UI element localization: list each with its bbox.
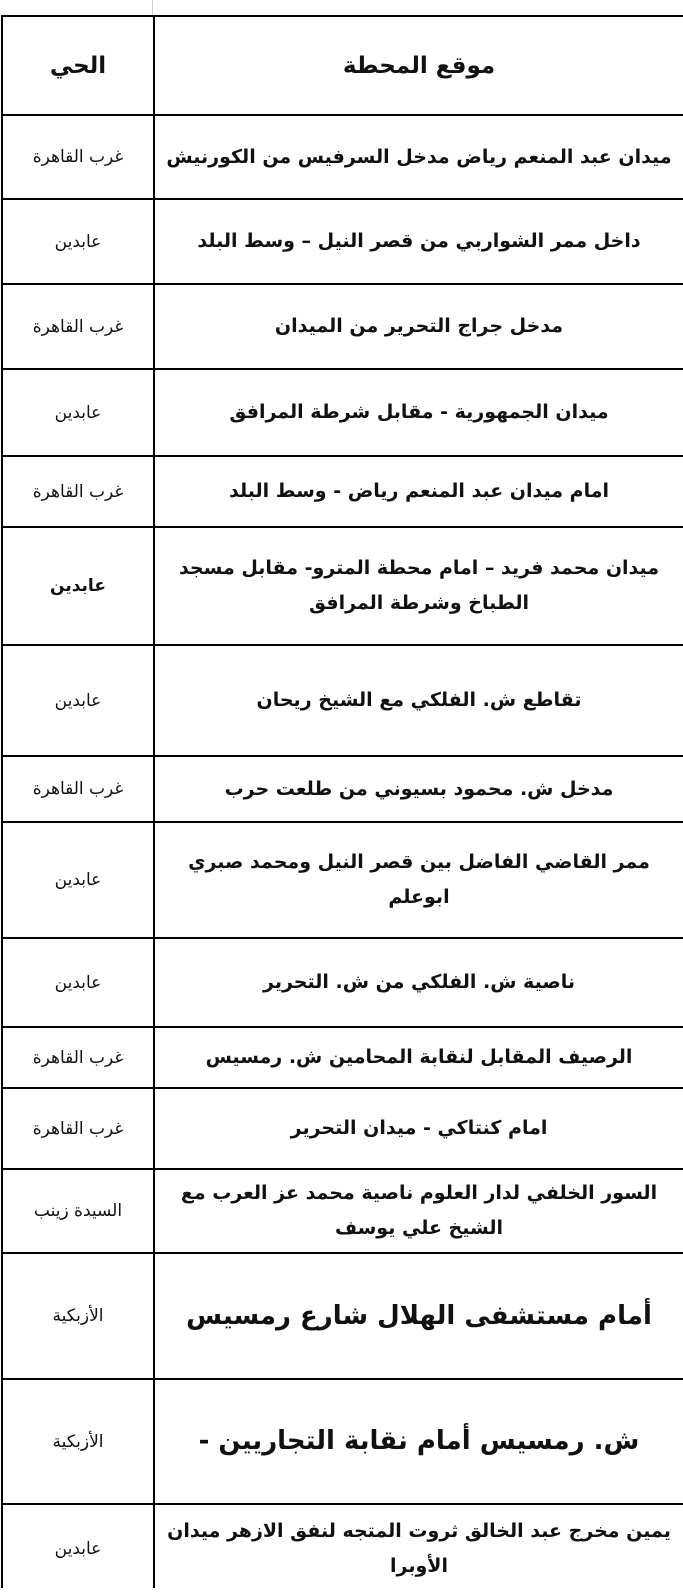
location-cell: أمام مستشفى الهلال شارع رمسيس xyxy=(154,1253,683,1379)
location-cell: ممر القاضي الفاضل بين قصر النيل ومحمد صبري ابوعلم xyxy=(154,822,683,938)
stations-table xyxy=(1,15,683,1594)
table-row xyxy=(2,645,683,756)
district-cell: الأزبكية xyxy=(2,1379,154,1504)
location-cell: ميدان محمد فريد – امام محطة المترو- مقابل مسجد الطباخ وشرطة المرافق xyxy=(154,527,683,645)
table-row xyxy=(2,115,683,199)
district-cell: عابدين xyxy=(2,822,154,938)
table-row xyxy=(2,1253,683,1379)
table-row xyxy=(2,1088,683,1169)
district-cell: غرب القاهرة xyxy=(2,1088,154,1169)
district-cell: غرب القاهرة xyxy=(2,284,154,369)
location-cell: ميدان الجمهورية - مقابل شرطة المرافق xyxy=(154,369,683,456)
location-cell: امام كنتاكي - ميدان التحرير xyxy=(154,1088,683,1169)
location-cell: يمين مخرج عبد الخالق ثروت المتجه لنفق الازهر ميدان الأوبرا xyxy=(154,1504,683,1593)
table-row xyxy=(2,199,683,284)
table-row xyxy=(2,284,683,369)
location-cell: امام ميدان عبد المنعم رياض - وسط البلد xyxy=(154,456,683,527)
district-cell: الأزبكية xyxy=(2,1253,154,1379)
table-row xyxy=(2,527,683,645)
table-row xyxy=(2,938,683,1027)
table-row xyxy=(2,756,683,822)
district-cell: عابدين xyxy=(2,938,154,1027)
location-cell: داخل ممر الشواربي من قصر النيل – وسط البلد xyxy=(154,199,683,284)
district-cell: غرب القاهرة xyxy=(2,1027,154,1088)
table-row xyxy=(2,1504,683,1593)
header-row xyxy=(2,16,683,115)
location-cell: السور الخلفي لدار العلوم ناصية محمد عز العرب مع الشيخ علي يوسف xyxy=(154,1169,683,1253)
district-cell: عابدين xyxy=(2,369,154,456)
district-cell: عابدين xyxy=(2,527,154,645)
location-cell: تقاطع ش. الفلكي مع الشيخ ريحان xyxy=(154,645,683,756)
district-cell: عابدين xyxy=(2,199,154,284)
district-cell: عابدين xyxy=(2,1504,154,1593)
location-cell: ش. رمسيس أمام نقابة التجاريين - xyxy=(154,1379,683,1504)
table-row xyxy=(2,1027,683,1088)
header-location: موقع المحطة xyxy=(154,16,683,115)
header-district: الحي xyxy=(2,16,154,115)
table-row xyxy=(2,822,683,938)
district-cell: السيدة زينب xyxy=(2,1169,154,1253)
district-cell: عابدين xyxy=(2,645,154,756)
location-cell: ناصية ش. الفلكي من ش. التحرير xyxy=(154,938,683,1027)
location-cell: مدخل ش. محمود بسيوني من طلعت حرب xyxy=(154,756,683,822)
table-row xyxy=(2,456,683,527)
table-row xyxy=(2,369,683,456)
location-cell: مدخل جراج التحرير من الميدان xyxy=(154,284,683,369)
district-cell: غرب القاهرة xyxy=(2,456,154,527)
bottom-strip xyxy=(0,1588,683,1594)
table-row xyxy=(2,1379,683,1504)
location-cell: ميدان عبد المنعم رياض مدخل السرفيس من الكورنيش xyxy=(154,115,683,199)
table-row xyxy=(2,1169,683,1253)
district-cell: غرب القاهرة xyxy=(2,756,154,822)
column-guide xyxy=(152,0,153,15)
district-cell: غرب القاهرة xyxy=(2,115,154,199)
location-cell: الرصيف المقابل لنقابة المحامين ش. رمسيس xyxy=(154,1027,683,1088)
top-strip xyxy=(0,0,683,15)
